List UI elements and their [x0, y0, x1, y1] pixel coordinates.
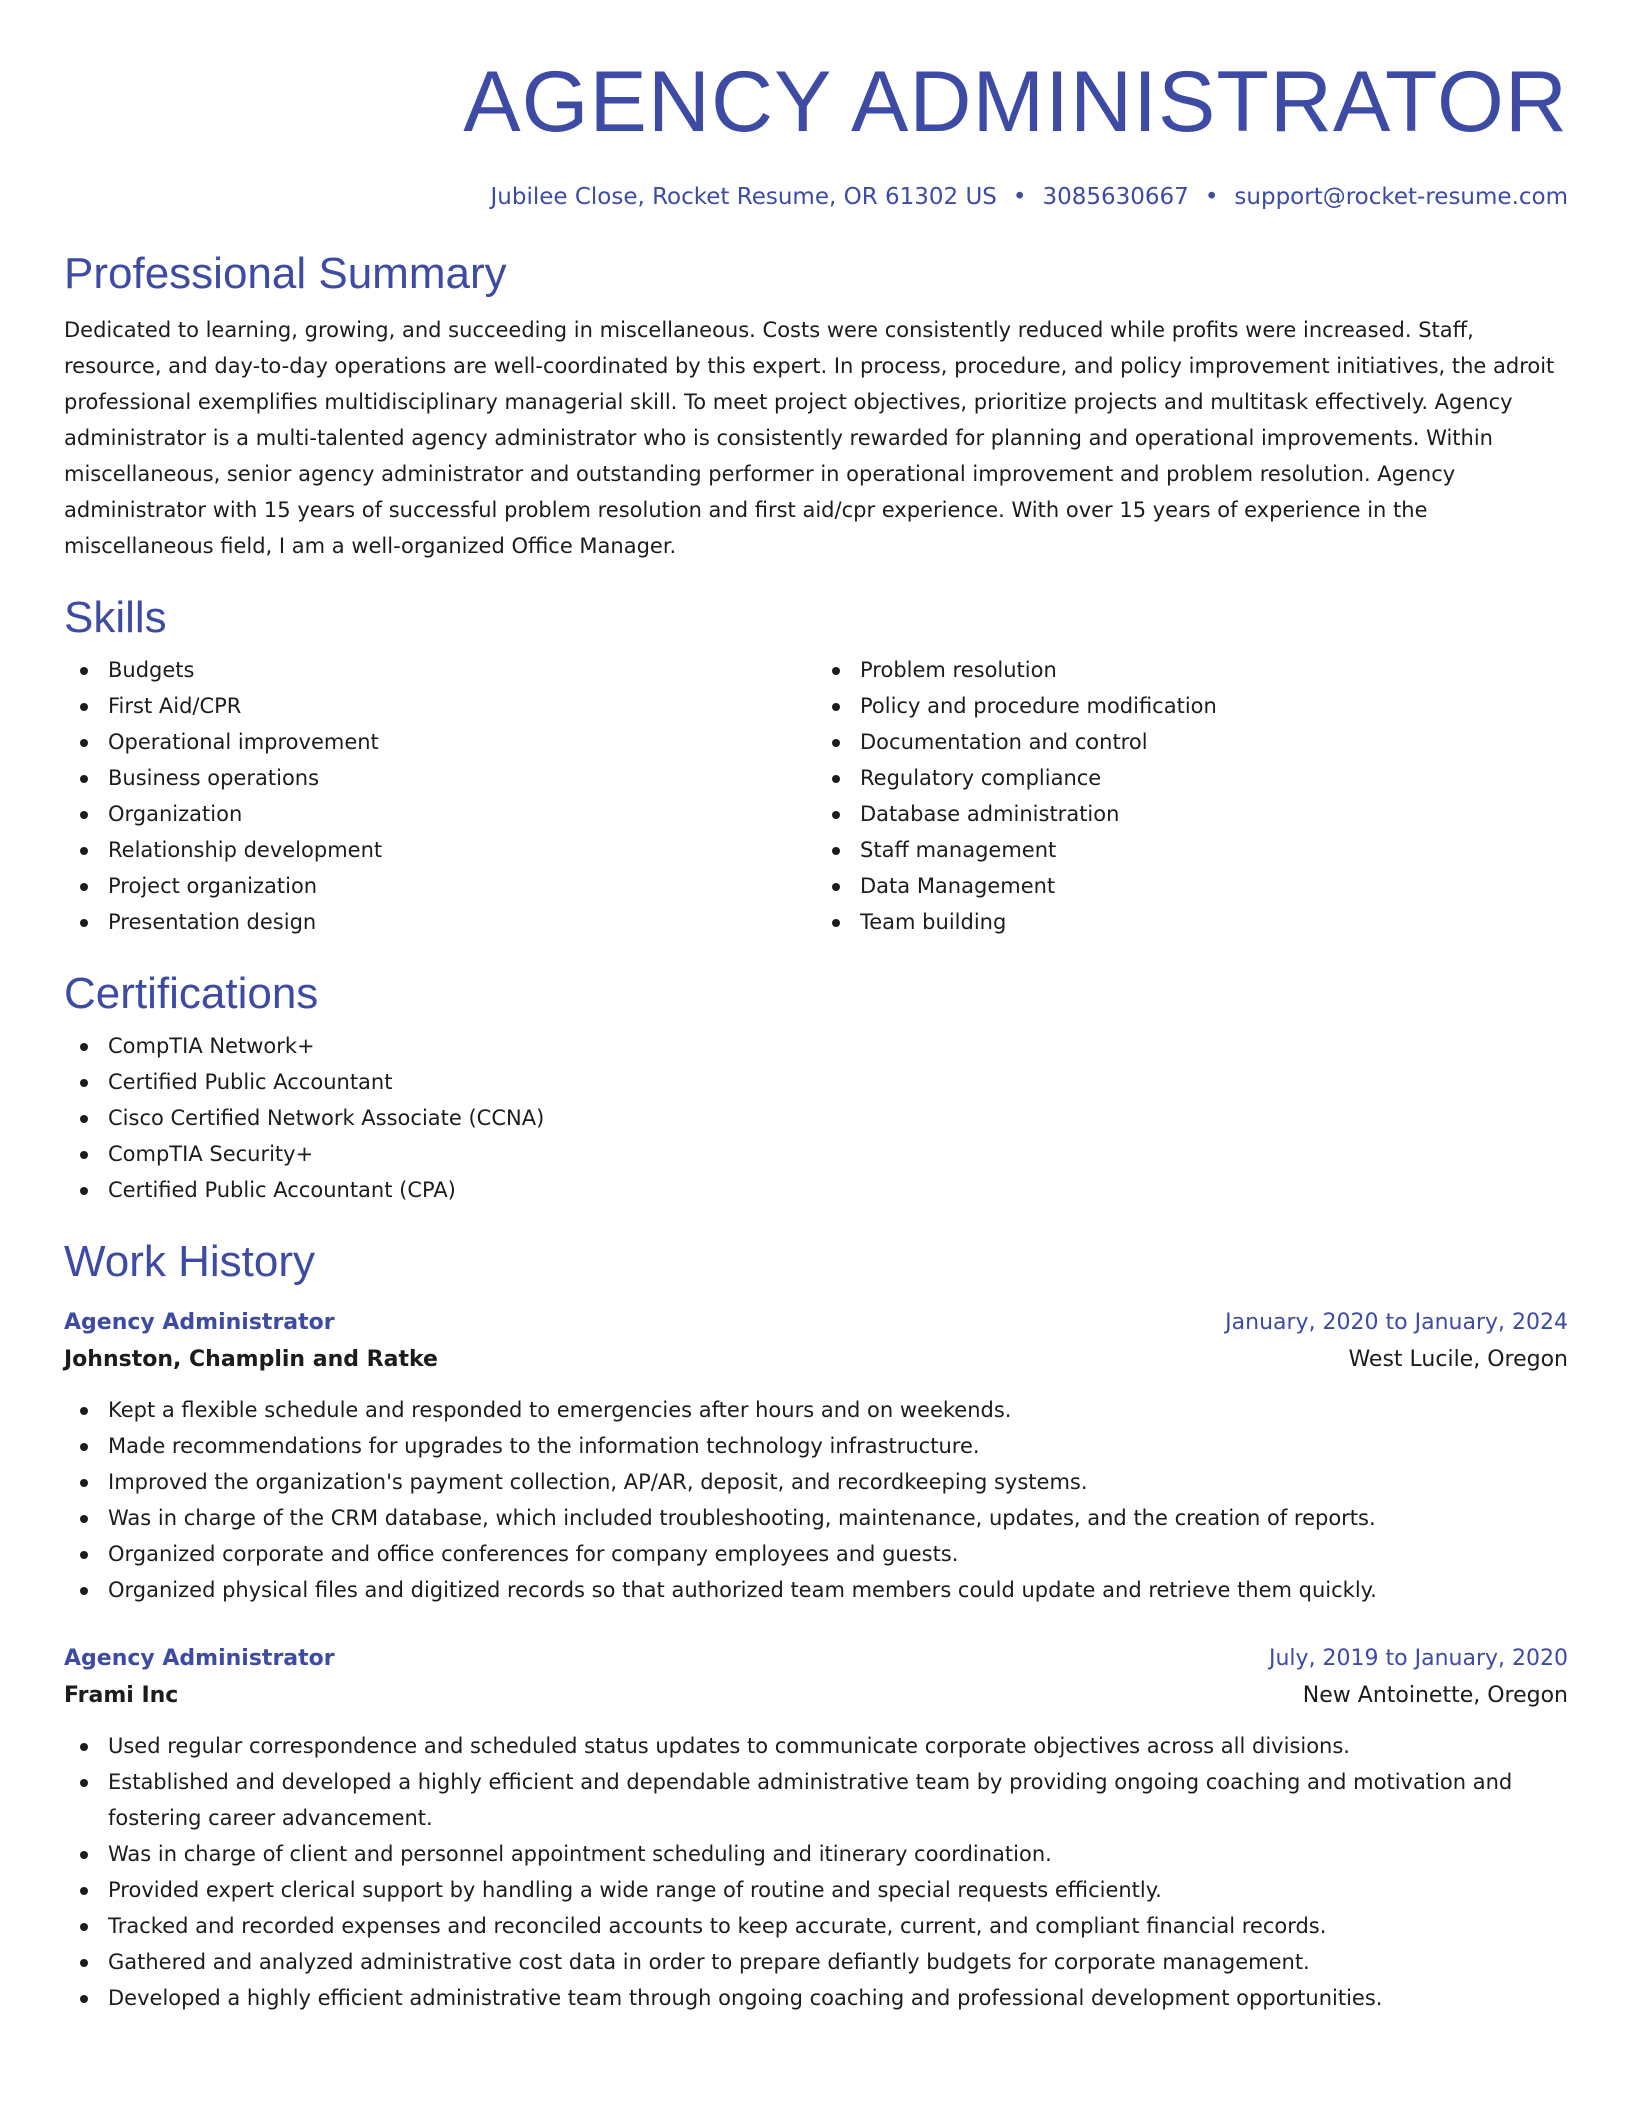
skills-list-right — [816, 652, 1568, 940]
job-company: Frami Inc — [64, 1683, 179, 1708]
work-history-heading: Work History — [64, 1237, 315, 1286]
job-duty: Tracked and recorded expenses and reconciled accounts to keep accurate, current, and compliant financial records. — [64, 1908, 1568, 1944]
job-title: Agency Administrator — [64, 1646, 335, 1671]
certification-item: Certified Public Accountant (CPA) — [64, 1172, 1568, 1208]
skill-item: Problem resolution — [816, 652, 1568, 688]
certification-item: CompTIA Security+ — [64, 1136, 1568, 1172]
skill-item: First Aid/CPR — [64, 688, 816, 724]
skills-list-left — [64, 652, 816, 940]
job-dates: January, 2020 to January, 2024 — [1225, 1310, 1568, 1335]
job-location: New Antoinette, Oregon — [1302, 1683, 1568, 1708]
job-duty: Developed a highly efficient administrative team through ongoing coaching and professional development opportunities. — [64, 1980, 1568, 2016]
job-entry — [64, 1306, 1568, 1608]
phone-text: 3085630667 — [1042, 184, 1189, 210]
skill-item: Database administration — [816, 796, 1568, 832]
job-duty: Organized corporate and office conferences for company employees and guests. — [64, 1536, 1568, 1572]
skill-item: Data Management — [816, 868, 1568, 904]
skill-item: Operational improvement — [64, 724, 816, 760]
job-duty: Organized physical files and digitized records so that authorized team members could update and retrieve them quickly. — [64, 1572, 1568, 1608]
job-duty: Kept a flexible schedule and responded to emergencies after hours and on weekends. — [64, 1392, 1568, 1428]
certifications-heading: Certifications — [64, 969, 319, 1018]
certification-item: Certified Public Accountant — [64, 1064, 1568, 1100]
job-duty: Established and developed a highly efficient and dependable administrative team by providing ongoing coaching and motivation and fostering career advancement. — [64, 1764, 1568, 1836]
certifications-section — [64, 966, 1568, 1208]
job-duty: Gathered and analyzed administrative cost data in order to prepare defiantly budgets for corporate management. — [64, 1944, 1568, 1980]
skill-item: Team building — [816, 904, 1568, 940]
resume-header — [64, 0, 1568, 212]
skill-item: Presentation design — [64, 904, 816, 940]
skill-item: Budgets — [64, 652, 816, 688]
job-location: West Lucile, Oregon — [1348, 1347, 1568, 1372]
address-text: Jubilee Close, Rocket Resume, OR 61302 US — [490, 184, 997, 210]
skill-item: Regulatory compliance — [816, 760, 1568, 796]
job-company-row — [64, 1676, 1568, 1716]
skill-item: Relationship development — [64, 832, 816, 868]
summary-section — [64, 246, 1568, 564]
certification-item: CompTIA Network+ — [64, 1028, 1568, 1064]
candidate-name: AGENCY ADMINISTRATOR — [463, 54, 1568, 150]
work-history-section — [64, 1234, 1568, 2016]
job-duty: Was in charge of client and personnel appointment scheduling and itinerary coordination. — [64, 1836, 1568, 1872]
job-duty: Made recommendations for upgrades to the information technology infrastructure. — [64, 1428, 1568, 1464]
skill-item: Documentation and control — [816, 724, 1568, 760]
job-duty: Was in charge of the CRM database, which included troubleshooting, maintenance, updates, and the creation of reports. — [64, 1500, 1568, 1536]
certifications-list — [64, 1028, 1568, 1208]
job-duties-list — [64, 1728, 1568, 2016]
job-title-row — [64, 1306, 1568, 1340]
skills-columns — [64, 646, 1568, 940]
skill-item: Business operations — [64, 760, 816, 796]
job-duty: Provided expert clerical support by handling a wide range of routine and special requests efficiently. — [64, 1872, 1568, 1908]
contact-line — [64, 182, 1568, 212]
skill-item: Policy and procedure modification — [816, 688, 1568, 724]
job-title-row — [64, 1642, 1568, 1676]
skill-item: Organization — [64, 796, 816, 832]
job-dates: July, 2019 to January, 2020 — [1269, 1646, 1568, 1671]
separator-dot: • — [1204, 184, 1219, 210]
job-duty: Used regular correspondence and scheduled status updates to communicate corporate objectives across all divisions. — [64, 1728, 1568, 1764]
job-entry — [64, 1642, 1568, 2016]
separator-dot: • — [1012, 184, 1027, 210]
job-duty: Improved the organization's payment collection, AP/AR, deposit, and recordkeeping systems. — [64, 1464, 1568, 1500]
summary-text: Dedicated to learning, growing, and succeeding in miscellaneous. Costs were consistently reduced while profits were increased. Staff, resource, and day-to-day operations are well-coordinated by this expert. In process, procedure, and policy improvement initiatives, the adroit professional exemplifies multidisciplinary managerial skill. To meet project objectives, prioritize projects and multitask effectively. Agency administrator is a multi-talented agency administrator who is consistently rewarded for planning and operational improvements. Within miscellaneous, senior agency administrator and outstanding performer in operational improvement and problem resolution. Agency administrator with 15 years of successful problem resolution and first aid/cpr experience. With over 15 years of experience in the miscellaneous field, I am a well-organized Office Manager. — [64, 318, 1555, 558]
skill-item: Staff management — [816, 832, 1568, 868]
job-company-row — [64, 1340, 1568, 1380]
job-title: Agency Administrator — [64, 1310, 335, 1335]
skills-heading: Skills — [64, 593, 167, 642]
skill-item: Project organization — [64, 868, 816, 904]
certification-item: Cisco Certified Network Associate (CCNA) — [64, 1100, 1568, 1136]
job-duties-list — [64, 1392, 1568, 1608]
summary-heading: Professional Summary — [64, 249, 507, 298]
skills-section — [64, 590, 1568, 940]
job-company: Johnston, Champlin and Ratke — [64, 1347, 438, 1372]
email-link[interactable]: support@rocket-resume.com — [1234, 184, 1568, 210]
